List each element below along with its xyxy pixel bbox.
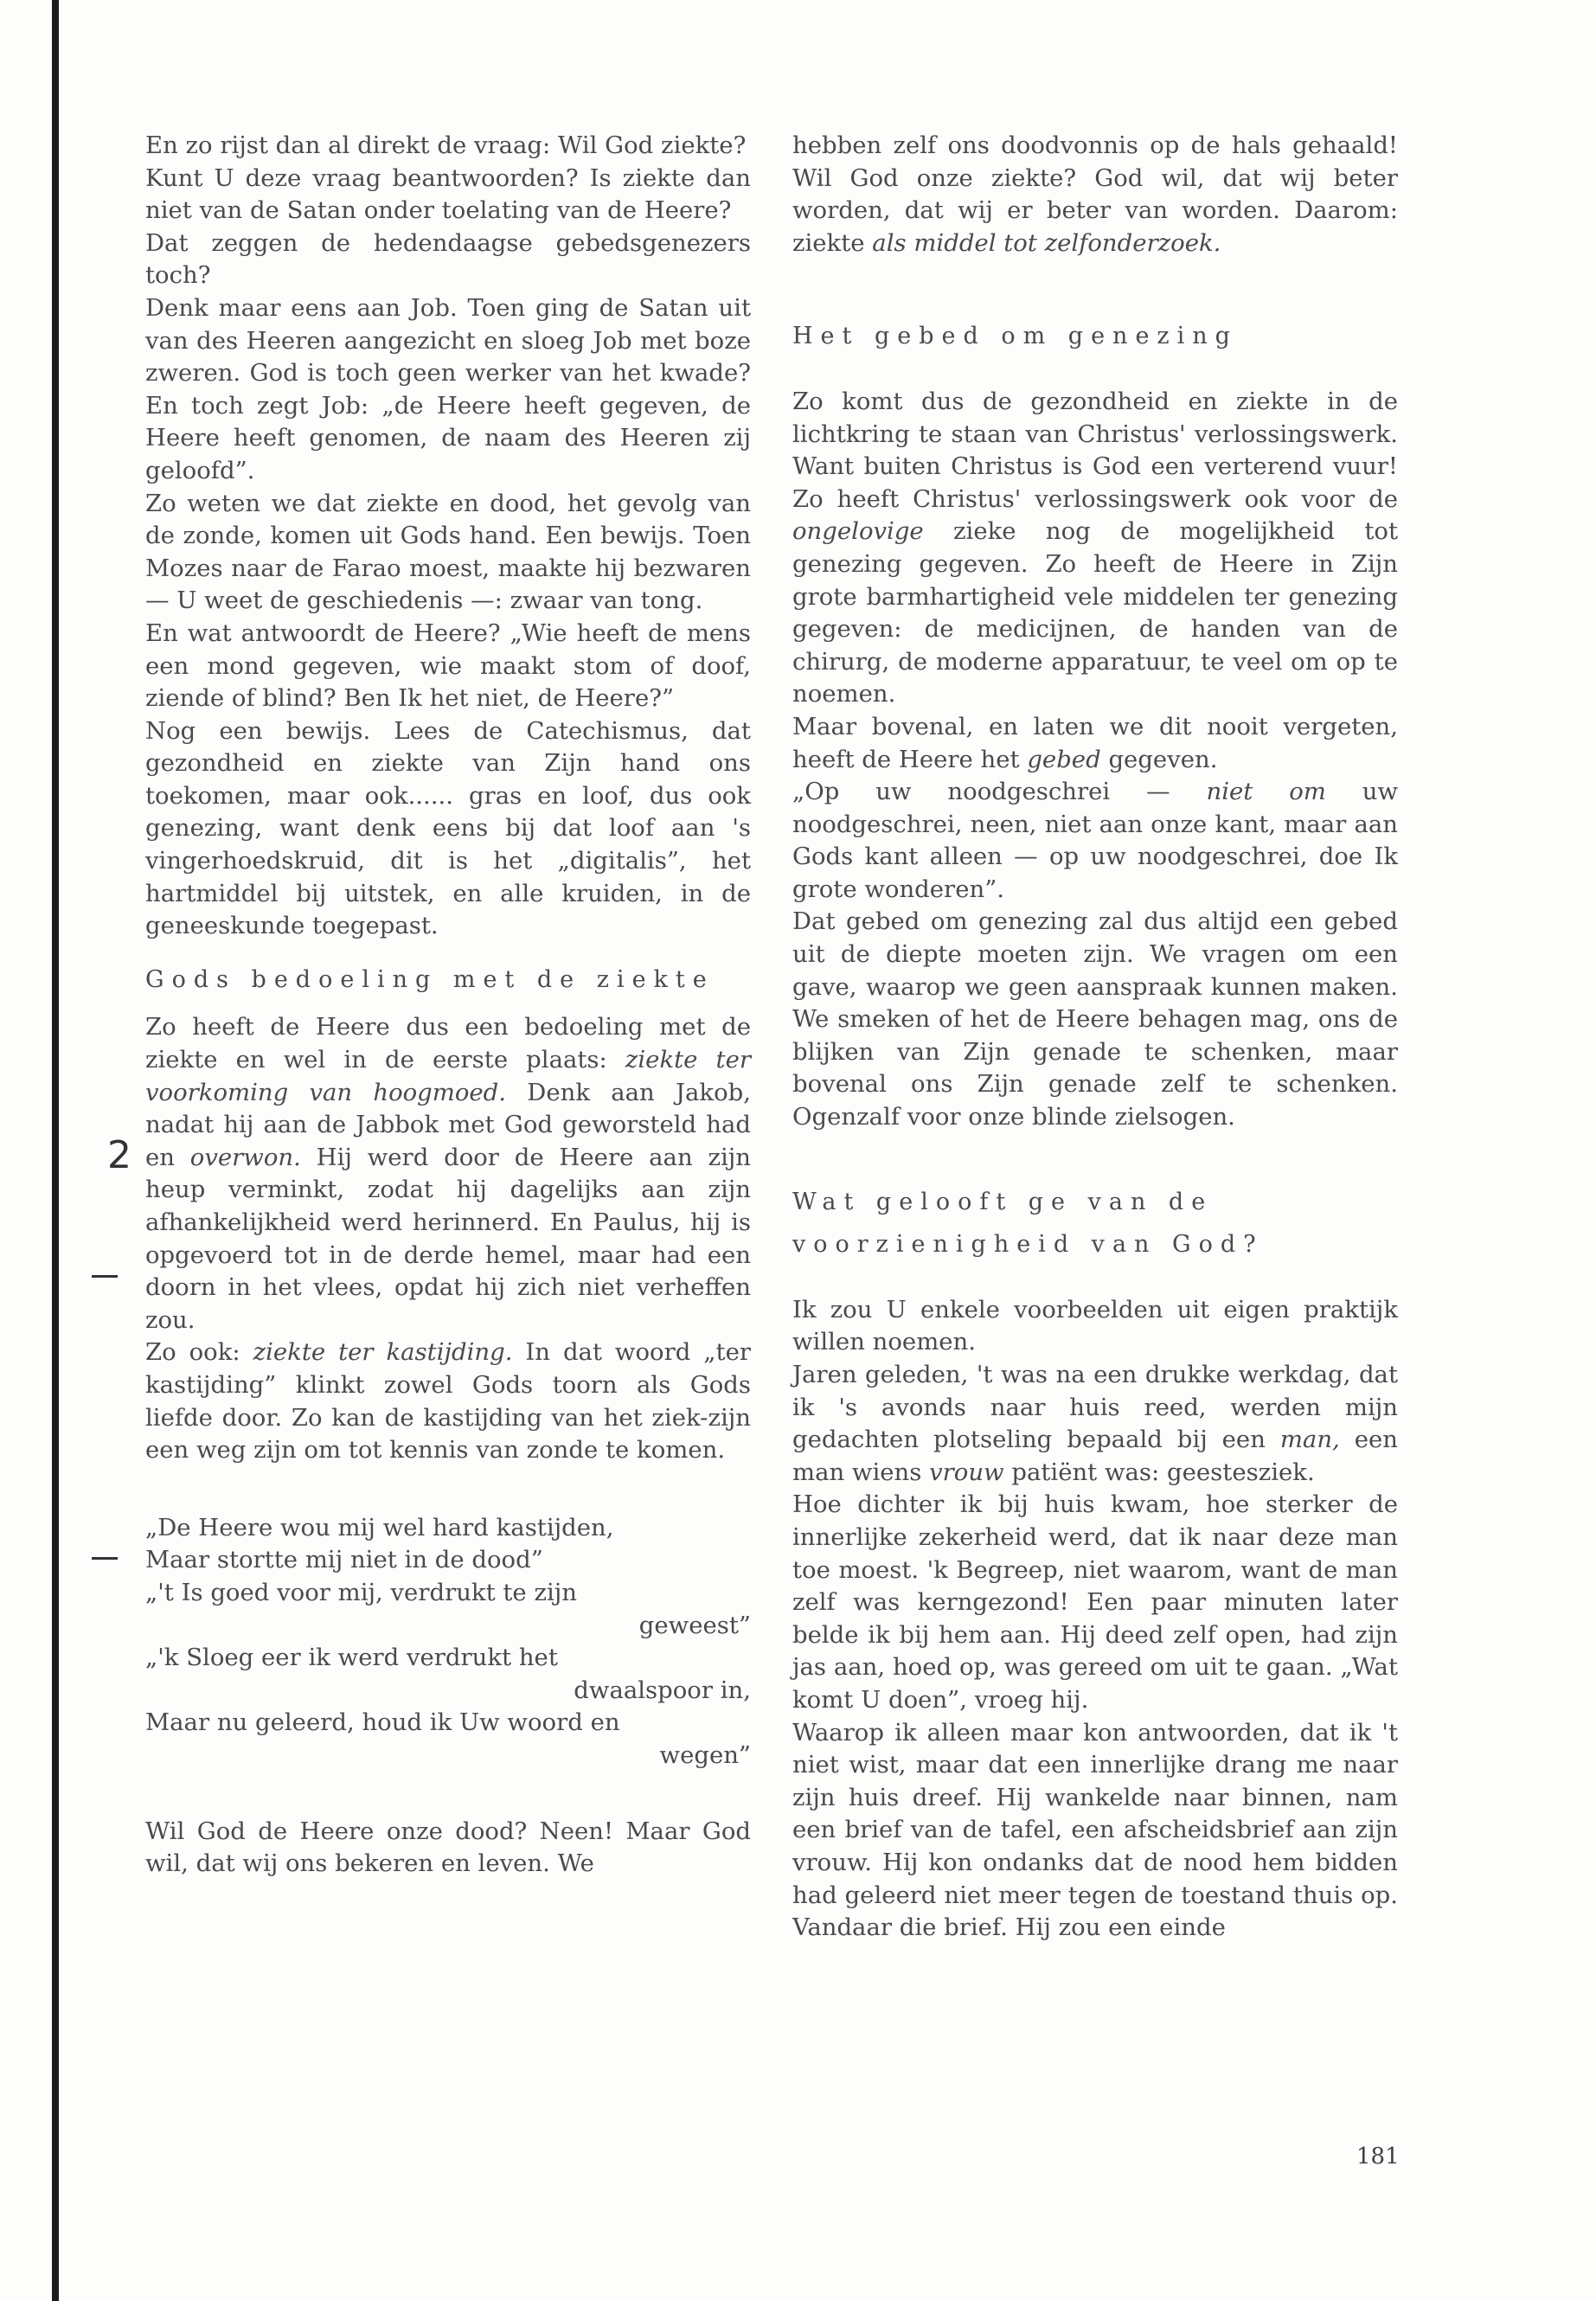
poem-line: „De Heere wou mij wel hard kastijden, bbox=[145, 1513, 614, 1541]
paragraph: Zo komt dus de gezondheid en ziekte in de lichtkring te staan van Christus' verlossingswerk. Want buiten Christus is God een verterend vuur! Zo heeft Christus' verlossingswerk ook voor de ongelovige zieke nog de mogelijkheid tot genezing gegeven. Zo heeft de Heere in Zijn grote barmhartigheid vele middelen ter genezing gegeven: de medicijnen, de handen van de chirurg, de moderne apparatuur, te veel om op te noemen. bbox=[792, 387, 1398, 708]
page-number: 181 bbox=[1356, 2144, 1400, 2170]
paragraph: Nog een bewijs. Lees de Catechismus, dat gezondheid en ziekte van Zijn hand ons toekomen, maar ook...... gras en loof, dus ook genezing, want denk eens bij dat loof aan 's vingerhoedskruid, dit is het „digitalis”, het hartmiddel bij uitstek, en alle kruiden, in de geneeskunde toegepast. bbox=[145, 716, 751, 940]
emphasis: niet om bbox=[1206, 778, 1326, 806]
paragraph: Dat gebed om genezing zal dus altijd een gebed uit de diepte moeten zijn. We vragen om een gave, waarop we geen aanspraak kunnen maken. We smeken of het de Heere behagen mag, ons de blijken van Zijn genade te schenken, maar bovenal ons Zijn genade zelf te schenken. Ogenzalf voor onze blinde zielsogen. bbox=[792, 907, 1398, 1131]
emphasis: man, bbox=[1279, 1426, 1340, 1454]
paragraph: Jaren geleden, 't was na een drukke werkdag, dat ik 's avonds naar huis reed, werden mijn gedachten plotseling bepaald bij een man, een man wiens vrouw patiënt was: geestesziek. bbox=[792, 1361, 1398, 1486]
paragraph: Dat zeggen de hedendaagse gebedsgenezers toch? bbox=[145, 228, 751, 290]
paragraph: Kunt U deze vraag beantwoorden? Is ziekte dan niet van de Satan onder toelating van de Heere? bbox=[145, 163, 751, 225]
emphasis: gebed bbox=[1027, 745, 1101, 773]
poem-line: geweest” bbox=[638, 1611, 751, 1639]
poem-line: Maar stortte mij niet in de dood” bbox=[145, 1546, 543, 1574]
emphasis: vrouw bbox=[929, 1458, 1004, 1486]
poem-quote bbox=[145, 1512, 751, 1772]
heading-line: voorzienigheid van God? bbox=[792, 1231, 1264, 1259]
paragraph: Hoe dichter ik bij huis kwam, hoe sterker de innerlijke zekerheid werd, dat ik naar deze man toe moest. 'k Begreep, niet waarom, want de man zelf was kerngezond! Een paar minuten later belde ik bij hem aan. Hij deed zelf open, had zijn jas aan, hoed op, was gereed om uit te gaan. „Wat komt U doen”, vroeg hij. bbox=[792, 1490, 1398, 1714]
section-heading-voorzienigheid bbox=[792, 1186, 1398, 1261]
paragraph: Wil God de Heere onze dood? Neen! Maar God wil, dat wij ons bekeren en leven. We bbox=[145, 1817, 751, 1878]
section-heading-gods-bedoeling: Gods bedoeling met de ziekte bbox=[145, 965, 715, 993]
paragraph: hebben zelf ons doodvonnis op de hals gehaald! Wil God onze ziekte? God wil, dat wij beter worden, dat wij er beter van worden. Daarom: ziekte als middel tot zelfonderzoek. bbox=[792, 131, 1398, 257]
paragraph: En wat antwoordt de Heere? „Wie heeft de mens een mond gegeven, wie maakt stom of doof, ziende of blind? Ben Ik het niet, de Heere?” bbox=[145, 619, 751, 713]
emphasis: ziekte ter kastijding. bbox=[253, 1338, 513, 1367]
paragraph: Maar bovenal, en laten we dit nooit vergeten, heeft de Heere het gebed gegeven. bbox=[792, 712, 1398, 773]
margin-dash-mark bbox=[92, 1557, 118, 1560]
emphasis: als middel tot zelfonderzoek. bbox=[872, 228, 1221, 257]
paragraph: „Op uw noodgeschrei — niet om uw noodgeschrei, neen, niet aan onze kant, maar aan Gods kant alleen — op uw noodgeschrei, doe Ik grote wonderen”. bbox=[792, 778, 1399, 903]
heading-line: Wat gelooft ge van de bbox=[792, 1188, 1214, 1215]
paragraph: Zo weten we dat ziekte en dood, het gevolg van de zonde, komen uit Gods hand. Een bewijs. Toen Mozes naar de Farao moest, maakte hij bezwaren — U weet de geschiedenis —: zwaar van tong. bbox=[145, 489, 751, 615]
emphasis: overwon. bbox=[189, 1143, 301, 1171]
right-column bbox=[792, 130, 1398, 1945]
paragraph: Zo heeft de Heere dus een bedoeling met de ziekte en wel in de eerste plaats: ziekte ter voorkoming van hoogmoed. Denk aan Jakob, nadat hij aan de Jabbok met God geworsteld had en overwon. Hij werd door de Heere aan zijn heup verminkt, zodat hij dagelijks aan zijn afhankelijkheid werd herinnerd. En Paulus, hij is opgevoerd tot in de derde hemel, maar had een doorn in het vlees, opdat hij zich niet verheffen zou. bbox=[145, 1013, 751, 1334]
poem-line: Maar nu geleerd, houd ik Uw woord en bbox=[145, 1708, 620, 1737]
handwritten-margin-number: 2 bbox=[107, 1133, 131, 1177]
emphasis: ziekte ter voorkoming van hoogmoed. bbox=[145, 1046, 751, 1106]
left-column bbox=[145, 130, 751, 1881]
paragraph: Denk maar eens aan Job. Toen ging de Satan uit van des Heeren aangezicht en sloeg Job met boze zweren. God is toch geen werker van het kwade? En toch zegt Job: „de Heere heeft gegeven, de Heere heeft genomen, de naam des Heeren zij geloofd”. bbox=[145, 293, 751, 484]
poem-line: „'k Sloeg eer ik werd verdrukt het bbox=[145, 1644, 558, 1672]
poem-line: „'t Is goed voor mij, verdrukt te zijn bbox=[145, 1578, 577, 1606]
paragraph: Waarop ik alleen maar kon antwoorden, dat ik 't niet wist, maar dat een innerlijke drang me naar zijn huis dreef. Hij wankelde naar binnen, nam een brief van de tafel, een afscheidsbrief aan zijn vrouw. Hij kon ondanks dat de nood hem bidden had geleerd niet meer tegen de toestand thuis op. Vandaar die brief. Hij zou een einde bbox=[792, 1718, 1398, 1942]
section-heading-gebed: Het gebed om genezing bbox=[792, 323, 1238, 350]
poem-line: dwaalspoor in, bbox=[574, 1676, 751, 1704]
paragraph: Ik zou U enkele voorbeelden uit eigen praktijk willen noemen. bbox=[792, 1295, 1398, 1356]
scan-edge-bar bbox=[52, 0, 59, 2301]
paragraph: Zo ook: ziekte ter kastijding. In dat woord „ter kastijding” klinkt zowel Gods toorn als Gods liefde door. Zo kan de kastijding van het ziek-zijn een weg zijn om tot kennis van zonde te komen. bbox=[145, 1338, 751, 1465]
margin-dash-mark bbox=[92, 1275, 118, 1278]
paragraph: En zo rijst dan al direkt de vraag: Wil God ziekte? bbox=[145, 131, 747, 159]
poem-line: wegen” bbox=[659, 1740, 751, 1769]
emphasis: ongelovige bbox=[792, 517, 924, 546]
